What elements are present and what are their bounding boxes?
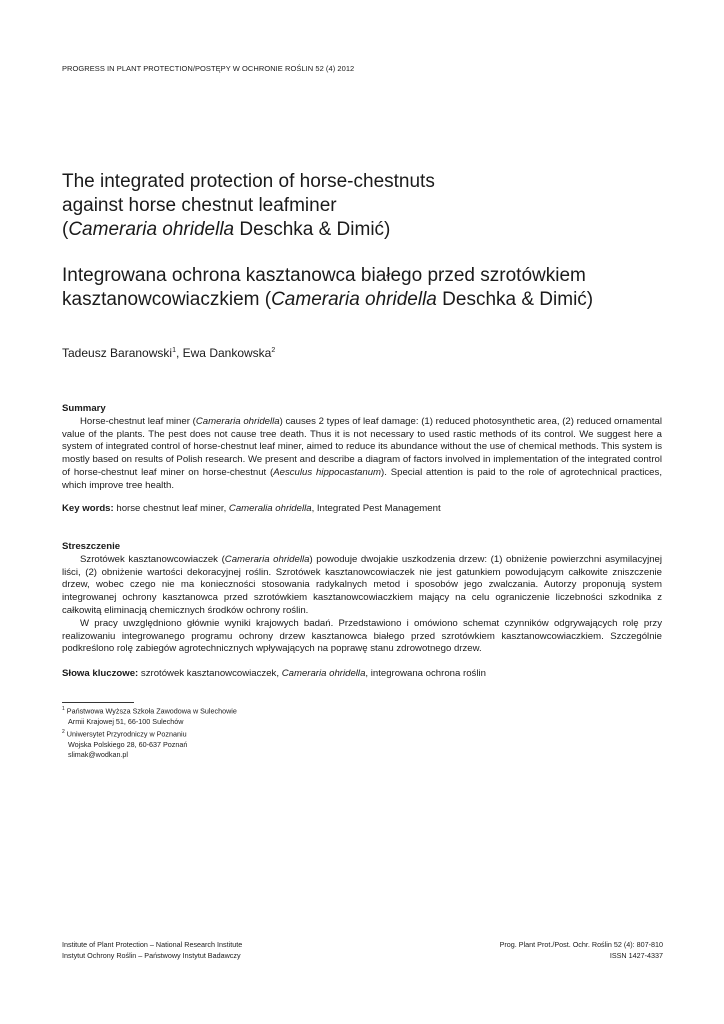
keywords-pl-text-b: , integrowana ochrona roślin — [365, 668, 486, 679]
footnote-1-institution: Państwowa Wyższa Szkoła Zawodowa w Sulechowie — [64, 706, 237, 716]
streszczenie-section — [62, 541, 662, 656]
footer-left — [62, 939, 242, 961]
author-1: Tadeusz Baranowski — [62, 346, 173, 360]
title-pl-species: Cameraria ohridella — [271, 289, 437, 310]
summary-host-species: Aesculus hippocastanum — [273, 466, 382, 478]
title-pl-line-2 — [62, 288, 672, 312]
footnotes — [62, 704, 237, 761]
summary-species: Cameraria ohridella — [195, 415, 280, 427]
footnote-divider — [62, 702, 134, 703]
keywords-pl-species: Cameraria ohridella — [281, 668, 366, 679]
author-separator: , — [175, 346, 183, 360]
keywords-en — [62, 503, 662, 516]
contact-email: slimak@wodkan.pl — [68, 750, 129, 760]
footnote-2-line-1 — [62, 727, 237, 740]
title-pl-line-1: Integrowana ochrona kasztanowca białego przed szrotówkiem — [62, 265, 586, 286]
streszczenie-species: Cameraria ohridella — [224, 553, 310, 565]
keywords-pl — [62, 668, 662, 681]
footnote-2-marker: 2 — [62, 729, 65, 736]
footer-institute-pl: Instytut Ochrony Roślin – Państwowy Instytut Badawczy — [62, 951, 241, 960]
title-en-line-3 — [62, 218, 662, 242]
title-en-species: Cameraria ohridella — [68, 219, 235, 240]
footnote-2-institution: Uniwersytet Przyrodniczy w Poznaniu — [64, 729, 187, 739]
streszczenie-heading: Streszczenie — [62, 541, 121, 552]
keywords-en-species: Cameralia ohridella — [228, 503, 312, 514]
title-polish — [62, 264, 672, 312]
summary-paragraph — [62, 416, 662, 493]
authors — [62, 346, 275, 360]
footnote-1-marker: 1 — [62, 706, 65, 712]
title-pl-authority: Deschka & Dimić) — [436, 289, 594, 310]
summary-section — [62, 403, 662, 493]
streszczenie-text-b: ) powoduje dwojakie uszkodzenia drzew: (1) obniżenie powierzchni asymilacyjnej liści, (2) obniżenie wartości dekoracyjnej roślin. Szrotówek kasztanowcowiaczek nie jest gatunkiem powodującym całkowite zniszczenie drzew, wobec czego nie ma konieczności stosowania radykalnych metod i sposobów jego zwalczania. Autorzy proponują system integrowanej ochrony kasztanowca przed szrotówkiem kasztanowcowiaczkiem mający na celu ograniczenie liczebności szkodnika z całkowitą eliminacją chemicznych środków ochrony roślin. — [62, 553, 663, 616]
streszczenie-paragraph-1 — [62, 554, 662, 618]
author-2: Ewa Dankowska — [182, 346, 272, 360]
keywords-pl-label: Słowa kluczowe: — [62, 668, 139, 679]
author-1-affiliation: 1 — [172, 347, 176, 354]
footnote-2-line-2: Wojska Polskiego 28, 60-637 Poznań — [68, 740, 188, 749]
footer-issn: ISSN 1427-4337 — [609, 951, 663, 960]
footer-right — [500, 939, 663, 961]
title-en-line-2: against horse chestnut leafminer — [62, 195, 337, 216]
streszczenie-text-a: Szrotówek kasztanowcowiaczek ( — [80, 553, 225, 565]
footer-citation: Prog. Plant Prot./Post. Ochr. Roślin 52 (4): 807-810 — [499, 940, 663, 949]
title-english — [62, 170, 662, 242]
footnote-1-line-1 — [62, 704, 237, 717]
keywords-pl-text-a: szrotówek kasztanowcowiaczek, — [138, 668, 282, 679]
title-en-line-1: The integrated protection of horse-chestnuts — [62, 171, 435, 192]
keywords-en-text-a: horse chestnut leaf miner, — [113, 503, 229, 514]
title-en-paren: ( — [62, 219, 69, 240]
author-2-affiliation: 2 — [271, 347, 276, 354]
footer-institute-en: Institute of Plant Protection – National Research Institute — [62, 940, 243, 949]
streszczenie-paragraph-2: W pracy uwzględniono głównie wyniki krajowych badań. Przedstawiono i omówiono schemat czynników odgrywających rolę przy realizowaniu integrowanego programu ochrony drzew kasztanowca białego przed szrotówkiem kasztanowcowiaczkiem. Szczególnie podkreślono rolę zabiegów agrotechnicznych wpływających na poprawę stanu zdrowotnego drzew. — [62, 617, 662, 655]
summary-text-c: ). Special attention is paid to the role of agrotechnical practices, which improve tree health. — [62, 466, 662, 491]
keywords-en-text-b: , Integrated Pest Management — [311, 503, 441, 514]
summary-text-a: Horse-chestnut leaf miner ( — [80, 415, 196, 427]
title-en-authority: Deschka & Dimić) — [234, 219, 391, 240]
running-head: PROGRESS IN PLANT PROTECTION/POSTĘPY W OCHRONIE ROŚLIN 52 (4) 2012 — [62, 64, 355, 73]
footnote-1-line-2: Armii Krajowej 51, 66-100 Sulechów — [68, 716, 184, 726]
summary-heading: Summary — [62, 403, 106, 414]
summary-text-b: ) causes 2 types of leaf damage: (1) reduced photosynthetic area, (2) reduced ornamental value of the plants. The pest does not cause tree death. Thus it is not necessary to used rastic methods of its control. We suggest here a system of integrated control of horse-chestnut leaf miner, aimed to reduce its abundance without the use of chemical methods. This system is mostly based on results of Polish research. We present and describe a diagram of factors involved in implementation of the integrated control of horse-chestnut leaf miner on horse-chestnut ( — [62, 415, 663, 478]
title-pl-prefix: kasztanowcowiaczkiem ( — [62, 289, 272, 310]
keywords-en-label: Key words: — [62, 503, 114, 514]
